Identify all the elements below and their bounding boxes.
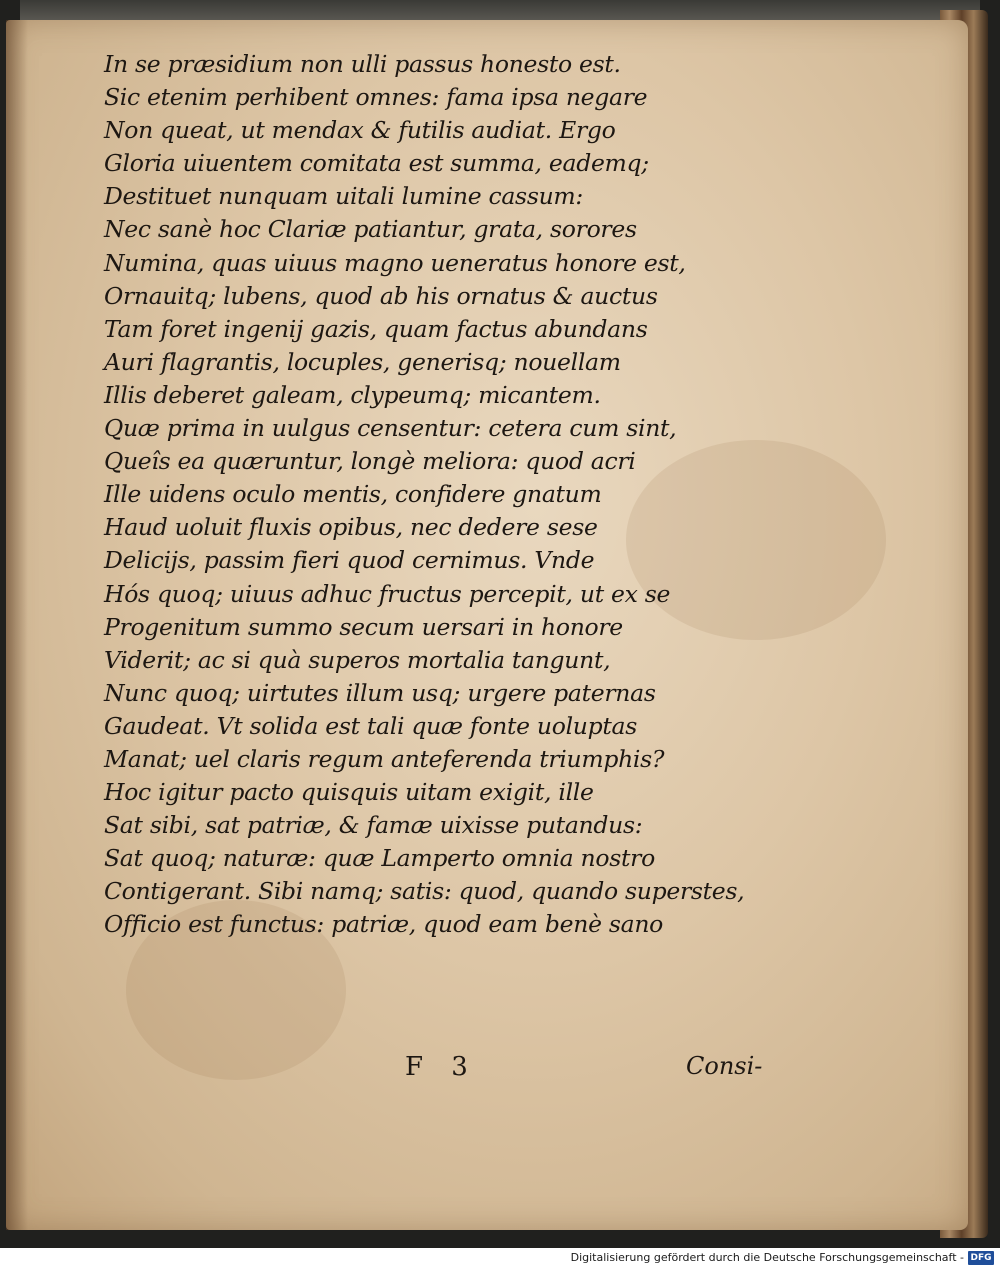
- text-line: Hoc igitur pacto quisquis uitam exigit, ille: [104, 778, 594, 807]
- text-line: In se præsidium non ulli passus honesto est.: [104, 50, 621, 78]
- text-line: Sic etenim perhibent omnes: fama ipsa negare: [104, 83, 648, 112]
- catchword: Consi-: [686, 1052, 763, 1080]
- text-line: Delicijs, passim fieri quod cernimus. Vnde: [104, 546, 595, 575]
- footer-bar: [0, 1248, 1000, 1269]
- footer-credit: Digitalisierung gefördert durch die Deutsche Forschungsgemeinschaft -: [570, 1251, 964, 1264]
- text-line: Sat quoq; naturæ: quæ Lamperto omnia nostro: [104, 844, 655, 873]
- text-line: Numina, quas uiuus magno ueneratus honore est,: [104, 248, 686, 277]
- text-line: Auri flagrantis, locuples, generisq; nouellam: [104, 347, 621, 376]
- text-line: Viderit; ac si quà superos mortalia tangunt,: [104, 645, 611, 674]
- text-line: Gloria uiuentem comitata est summa, eademq;: [104, 149, 649, 178]
- text-line: Sat sibi, sat patriæ, & famæ uixisse putandus:: [104, 811, 643, 840]
- text-line: Ornauitq; lubens, quod ab his ornatus & auctus: [104, 281, 658, 310]
- text-line: Queîs ea quæruntur, longè meliora: quod acri: [104, 447, 636, 476]
- page-gutter-shadow: [6, 20, 28, 1230]
- poem-text-block: [104, 48, 804, 942]
- text-line: Nunc quoq; uirtutes illum usq; urgere paternas: [104, 678, 656, 707]
- text-line: Nec sanè hoc Clariæ patiantur, grata, sorores: [104, 215, 637, 244]
- text-line: Quæ prima in uulgus censentur: cetera cum sint,: [104, 414, 677, 443]
- text-line: Gaudeat. Vt solida est tali quæ fonte uoluptas: [104, 711, 637, 740]
- signature-mark: F 3: [405, 1052, 478, 1082]
- text-line: Haud uoluit fluxis opibus, nec dedere sese: [104, 513, 598, 542]
- text-line: Officio est functus: patriæ, quod eam benè sano: [104, 910, 664, 939]
- text-line: Destituet nunquam uitali lumine cassum:: [104, 182, 584, 211]
- text-line: Manat; uel claris regum anteferenda triumphis?: [104, 744, 665, 773]
- text-line: Hós quoq; uiuus adhuc fructus percepit, ut ex se: [104, 579, 671, 608]
- text-line: Ille uidens oculo mentis, confidere gnatum: [104, 480, 602, 509]
- text-line: Progenitum summo secum uersari in honore: [104, 612, 623, 641]
- text-line: Contigerant. Sibi namq; satis: quod, quando superstes,: [104, 877, 745, 906]
- text-line: Illis deberet galeam, clypeumq; micantem.: [104, 380, 601, 409]
- text-line: Tam foret ingenij gazis, quam factus abundans: [104, 314, 648, 343]
- text-line: Non queat, ut mendax & futilis audiat. Ergo: [104, 116, 616, 145]
- dfg-logo: DFG: [968, 1251, 994, 1265]
